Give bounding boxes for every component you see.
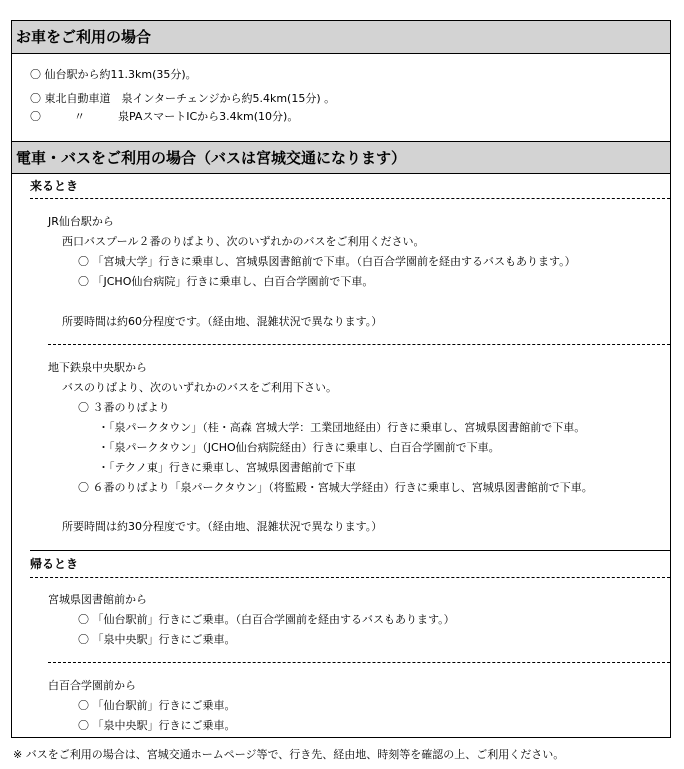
- section-divider: [30, 550, 670, 551]
- subway-station-label: 地下鉄泉中央駅から: [48, 361, 147, 374]
- shirayuri-option-2: 〇 「泉中央駅」行きにご乗車。: [78, 719, 236, 732]
- jr-station-label: JR仙台駅から: [48, 215, 114, 228]
- subway-intro: バスのりばより、次のいずれかのバスをご利用下さい。: [62, 381, 337, 394]
- library-option-1: 〇 「仙台駅前」行きにご乗車。（白百合学園前を経由するバスもあります。）: [78, 613, 455, 626]
- train-section-title: 電車・バスをご利用の場合（バスは宮城交通になります）: [12, 141, 670, 174]
- divider: [30, 577, 670, 578]
- jr-option-2: 〇 「JCHO仙台病院」行きに乗車し、白百合学園前で下車。: [78, 275, 374, 288]
- shirayuri-option-1: 〇 「仙台駅前」行きにご乗車。: [78, 699, 236, 712]
- car-line-1: 〇 仙台駅から約11.3km(35分)。: [30, 68, 197, 81]
- subway-platform-6: 〇 ６番のりばより「泉パークタウン」（将監殿・宮城大学経由）行きに乗車し、宮城県図書館前で下車。: [78, 481, 593, 494]
- car-section-title: お車をご利用の場合: [12, 21, 670, 54]
- subway-time: 所要時間は約30分程度です。（経由地、混雑状況で異なります。）: [62, 520, 383, 533]
- divider: [30, 198, 670, 199]
- subway-route-3: ・「テクノ東」行きに乗車し、宮城県図書館前で下車: [98, 461, 356, 474]
- car-line-3: 〇 〃 泉PAスマートICから3.4km(10分)。: [30, 110, 299, 123]
- subway-route-1: ・「泉パークタウン」（桂・高森 宮城大学：工業団地経由）行きに乗車し、宮城県図書館前で下車。: [98, 421, 586, 434]
- access-info-frame: [11, 20, 671, 738]
- car-line-2: 〇 東北自動車道 泉インターチェンジから約5.4km(15分) 。: [30, 92, 336, 105]
- library-station-label: 宮城県図書館前から: [48, 593, 147, 606]
- library-option-2: 〇 「泉中央駅」行きにご乗車。: [78, 633, 236, 646]
- subway-route-2: ・「泉パークタウン」（JCHO仙台病院経由）行きに乗車し、白百合学園前で下車。: [98, 441, 500, 454]
- coming-heading: 来るとき: [30, 179, 79, 193]
- shirayuri-station-label: 白百合学園前から: [48, 679, 136, 692]
- bus-footnote: ※ バスをご利用の場合は、宮城交通ホームページ等で、行き先、経由地、時刻等を確認の上、ご利用ください。: [13, 748, 565, 761]
- returning-heading: 帰るとき: [30, 557, 79, 571]
- subway-platform-3: 〇 ３番のりばより: [78, 401, 170, 414]
- divider: [48, 344, 670, 345]
- jr-option-1: 〇 「宮城大学」行きに乗車し、宮城県図書館前で下車。（白百合学園前を経由するバスもあります。）: [78, 255, 576, 268]
- jr-intro: 西口バスプール２番のりばより、次のいずれかのバスをご利用ください。: [62, 235, 425, 248]
- jr-time: 所要時間は約60分程度です。（経由地、混雑状況で異なります。）: [62, 315, 383, 328]
- divider: [48, 662, 670, 663]
